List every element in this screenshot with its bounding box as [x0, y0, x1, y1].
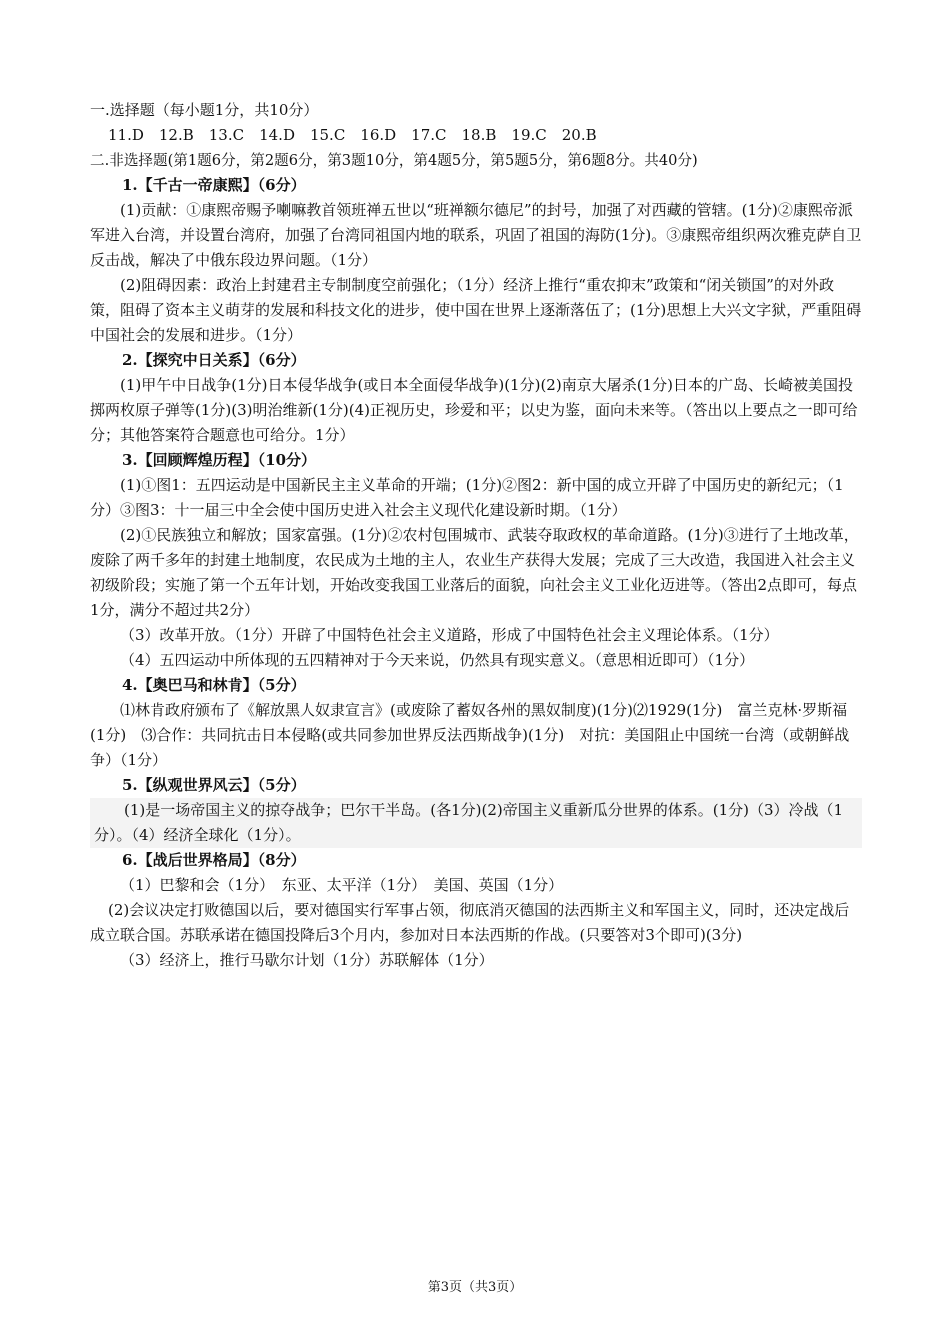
q2-title: 2.【探究中日关系】（6分） [122, 351, 306, 369]
q4-title: 4.【奥巴马和林肯】（5分） [122, 676, 306, 694]
q6-part1: （1）巴黎和会（1分） 东亚、太平洋（1分） 美国、英国（1分） [120, 876, 564, 894]
q2-part1: (1)甲午中日战争(1分)日本侵华战争(或日本全面侵华战争)(1分)(2)南京大屠杀(1分)日本的广岛、长崎被美国投掷两枚原子弹等(1分)(3)明治维新(1分)(4)正视历史，珍爱和平；以史为鉴，面向未来等。（答出以上要点之一即可给分；其他答案符合题意也可给分。1分） [90, 376, 858, 444]
q6-part3: （3）经济上，推行马歇尔计划（1分）苏联解体（1分） [120, 951, 494, 969]
q3-title: 3.【回顾辉煌历程】（10分） [122, 451, 317, 469]
q1-part2: (2)阻碍因素：政治上封建君主专制制度空前强化；（1分）经济上推行“重农抑末”政策和“闭关锁国”的对外政策，阻碍了资本主义萌芽的发展和科技文化的进步，使中国在世界上逐渐落伍了；(1分)思想上大兴文字狱，严重阻碍中国社会的发展和进步。（1分） [90, 276, 862, 344]
q6-title: 6.【战后世界格局】（8分） [122, 851, 306, 869]
q3-part1: (1)①图1：五四运动是中国新民主主义革命的开端；(1分)②图2：新中国的成立开辟了中国历史的新纪元；（1分）③图3：十一届三中全会使中国历史进入社会主义现代化建设新时期。（1分） [90, 476, 844, 519]
mc-answers: 11.D 12.B 13.C 14.D 15.C 16.D 17.C 18.B 19.C 20.B [108, 126, 597, 144]
q4-part1: ⑴林肯政府颁布了《解放黑人奴隶宣言》(或废除了蓄奴各州的黑奴制度)(1分)⑵1929(1分) 富兰克林·罗斯福(1分) ⑶合作：共同抗击日本侵略(或共同参加世界反法西斯战争)(1分) 对抗：美国阻止中国统一台湾（或朝鲜战争）（1分） [90, 701, 850, 769]
q6-part2: (2)会议决定打败德国以后，要对德国实行军事占领，彻底消灭德国的法西斯主义和军国主义，同时，还决定战后成立联合国。苏联承诺在德国投降后3个月内，参加对日本法西斯的作战。(只要答对3个即可)(3分) [90, 901, 850, 944]
q5-title: 5.【纵观世界风云】（5分） [122, 776, 306, 794]
nmc-section-title: 二.非选择题(第1题6分，第2题6分，第3题10分，第4题5分，第5题5分，第6题8分。共40分) [90, 152, 698, 169]
q3-part2: (2)①民族独立和解放；国家富强。(1分)②农村包围城市、武装夺取政权的革命道路。(1分)③进行了土地改革，废除了两千多年的封建土地制度，农民成为土地的主人，农业生产获得大发展；完成了三大改造，我国进入社会主义初级阶段；实施了第一个五年计划，开始改变我国工业落后的面貌，向社会主义工业化迈进等。（答出2点即可，每点1分，满分不超过共2分） [90, 526, 859, 619]
page-number: 第3页（共3页） [427, 1280, 523, 1295]
q3-part3: （3）改革开放。（1分）开辟了中国特色社会主义道路，形成了中国特色社会主义理论体系。（1分） [120, 626, 779, 644]
q5-part1: (1)是一场帝国主义的掠夺战争；巴尔干半岛。(各1分)(2)帝国主义重新瓜分世界的体系。(1分)（3）冷战（1分）。（4）经济全球化（1分）。 [90, 798, 862, 848]
q1-part1: (1)贡献：①康熙帝赐予喇嘛教首领班禅五世以“班禅额尔德尼”的封号，加强了对西藏的管辖。(1分)②康熙帝派军进入台湾，并设置台湾府，加强了台湾同祖国内地的联系，巩固了祖国的海防(1分)。③康熙帝组织两次雅克萨自卫反击战，解决了中俄东段边界问题。（1分） [90, 201, 862, 269]
q1-title: 1.【千古一帝康熙】（6分） [122, 176, 306, 194]
answer-sheet [90, 98, 862, 973]
mc-section-title: 一.选择题（每小题1分，共10分） [90, 101, 319, 119]
q3-part4: （4）五四运动中所体现的五四精神对于今天来说，仍然具有现实意义。（意思相近即可）（1分） [120, 651, 755, 669]
